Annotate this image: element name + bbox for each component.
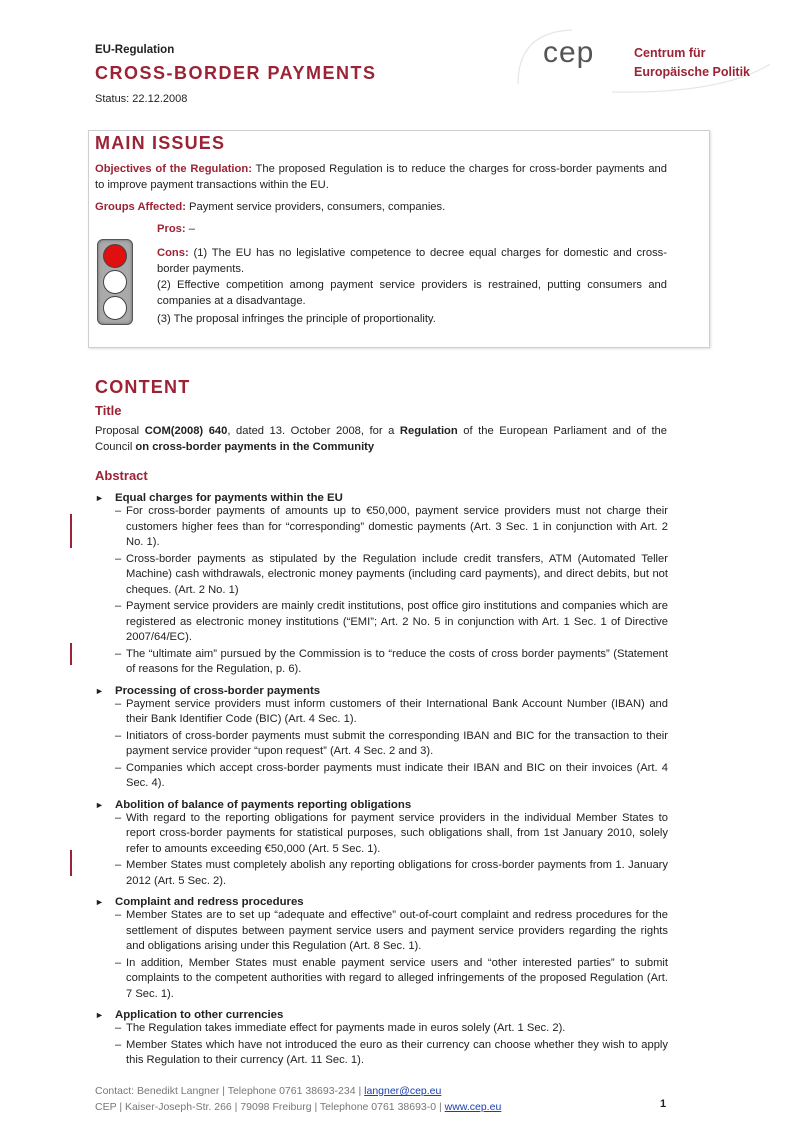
proposal-on: on cross-border payments in the Community <box>135 440 375 453</box>
pros-text: – <box>185 223 195 235</box>
groups-paragraph <box>95 200 667 216</box>
footer-email-link[interactable]: langner@cep.eu <box>364 1085 442 1097</box>
traffic-light-icon <box>97 239 133 325</box>
arrow-icon: ► <box>95 1010 104 1020</box>
section-heading <box>95 1009 668 1021</box>
section-heading-text: Abolition of balance of payments reporting obligations <box>115 798 412 811</box>
list-item-text: Member States are to set up “adequate and effective” out-of-court complaint and redress procedures for the settlement of disputes between payment service users and payment service providers regarding the rights and obligations arising under this Regulation (Art. 8 Sec. 1). <box>126 909 668 952</box>
pros-label: Pros: <box>157 223 186 235</box>
main-issues-title: MAIN ISSUES <box>95 133 226 153</box>
footer-contact <box>95 1083 501 1099</box>
change-bar <box>70 643 72 665</box>
list-item-text: Member States which have not introduced the euro as their currency can choose whether they wish to apply this Regulation to their currency (Art. 11 Sec. 1). <box>126 1038 668 1066</box>
list-item: – The Regulation takes immediate effect for payments made in euros solely (Art. 1 Sec. 2). <box>115 1022 566 1034</box>
section-heading <box>95 798 668 811</box>
section-heading <box>95 896 668 908</box>
groups-label: Groups Affected: <box>95 201 186 213</box>
list-item: – Member States which have not introduced the euro as their currency can choose whether they wish to apply this Regulation to their currency (Art. 11 Sec. 1). <box>115 1038 668 1066</box>
change-bar <box>70 514 72 548</box>
list-item-text: The “ultimate aim” pursued by the Commission is to “reduce the costs of cross border payments” (Statement of reasons for the Regulation, p. 6). <box>126 647 668 675</box>
section-heading-text: Complaint and redress procedures <box>115 896 304 908</box>
list-item-text: Member States must completely abolish any reporting obligations for cross-border payments from 1. January 2012 (Art. 5 Sec. 2). <box>126 859 668 887</box>
list-item: – In addition, Member States must enable payment service users and “other interested parties” to submit complaints to the competent authorities with regard to alleged infringements of the proposed Regulation (Art. 7 Sec. 1). <box>115 956 668 1000</box>
footer-web-link[interactable]: www.cep.eu <box>444 1101 502 1113</box>
abstract-section <box>95 1009 668 1069</box>
section-heading-text: Equal charges for payments within the EU <box>115 492 343 504</box>
list-item-text: Companies which accept cross-border payments must indicate their IBAN and BIC on their invoices (Art. 4 Sec. 4). <box>126 761 668 789</box>
list-item: – The “ultimate aim” pursued by the Commission is to “reduce the costs of cross border payments” (Statement of reasons for the Regulation, p. 6). <box>115 647 668 675</box>
list-item: – Companies which accept cross-border payments must indicate their IBAN and BIC on their invoices (Art. 4 Sec. 4). <box>115 761 668 789</box>
abstract-heading: Abstract <box>95 468 148 483</box>
doc-kicker: EU-Regulation <box>95 44 175 56</box>
arrow-icon: ► <box>95 897 104 907</box>
pros-paragraph <box>157 222 667 238</box>
list-item: – Payment service providers must inform customers of their International Bank Account Number (IBAN) and their Bank Identifier Code (BIC) (Art. 4 Sec. 1). <box>115 697 668 725</box>
change-bar <box>70 850 72 876</box>
list-item-text: Initiators of cross-border payments must submit the corresponding IBAN and BIC for the transaction to their payment service provider “upon request” (Art. 4 Sec. 2 and 3). <box>126 729 668 757</box>
list-item: – Payment service providers are mainly credit institutions, post office giro institutions and companies which are registered as electronic money institutions (“EMI”; Art. 2 No. 5 in conjunction with Art. 1 Sec. 1 of Directive 2007/64/EC). <box>115 600 668 643</box>
proposal-regulation: Regulation <box>399 425 458 437</box>
footer-address <box>95 1099 501 1115</box>
section-heading-text: Application to other currencies <box>115 1009 284 1021</box>
footer-contact-text: Contact: Benedikt Langner | Telephone 0761 38693-234 | <box>95 1085 365 1097</box>
list-item-text: Payment service providers must inform customers of their International Bank Account Number (IBAN) and their Bank Identifier Code (BIC) (Art. 4 Sec. 1). <box>126 697 668 725</box>
abstract-section <box>95 896 668 1002</box>
objectives-paragraph <box>95 162 667 193</box>
list-item-text: Cross-border payments as stipulated by the Regulation include credit transfers, ATM (Automated Teller Machine) cash withdrawals, electronic money payments (including card payments), and direct debits, but not cheques. (Art. 2 No. 1) <box>126 552 668 596</box>
proposal-text-b: , dated 13. October 2008, for a <box>227 425 400 437</box>
doc-status: Status: 22.12.2008 <box>95 93 188 105</box>
logo-name-line1: Centrum für <box>634 46 706 60</box>
logo-name-line2: Europäische Politik <box>634 65 751 79</box>
traffic-light-amber <box>103 270 127 294</box>
objectives-text: The proposed Regulation is to reduce the charges for cross-border payments and to improve payment transactions within the EU. <box>95 163 667 191</box>
traffic-light-red <box>103 244 127 268</box>
proposal-text-a: Proposal <box>95 425 145 437</box>
abstract-list <box>95 492 668 1070</box>
footer <box>95 1083 501 1115</box>
arrow-icon: ► <box>95 799 104 810</box>
list-item-text: With regard to the reporting obligations for payment service providers in the individual Member States to report cross-border payments for statistical purposes, such obligations shall, from 1st January 2010, solely refer to amounts exceeding €50,000 (Art. 5 Sec. 1). <box>126 811 668 855</box>
arrow-icon: ► <box>95 493 104 503</box>
abstract-section <box>95 492 668 678</box>
page-number: 1 <box>660 1098 667 1110</box>
doc-title: CROSS-BORDER PAYMENTS <box>95 63 377 83</box>
proposal-text-c: of the European Parliament and of the Council <box>95 425 667 453</box>
list-item-text: For cross-border payments of amounts up to €50,000, payment service providers must not charge their customers higher fees than for “corresponding” domestic payments (Art. 3 Sec. 1 in conjunction with Art. 2 No. 1). <box>126 505 668 548</box>
list-item: – Initiators of cross-border payments must submit the corresponding IBAN and BIC for the transaction to their payment service provider “upon request” (Art. 4 Sec. 2 and 3). <box>115 729 668 757</box>
cons-2-text: (2) Effective competition among payment service providers is restrained, putting consumers and companies at a disadvantage. <box>157 279 667 307</box>
abstract-section <box>95 684 668 792</box>
cons-paragraph <box>157 246 667 277</box>
section-heading <box>95 492 668 504</box>
cons-label: Cons: <box>157 247 189 259</box>
list-item-text: In addition, Member States must enable payment service users and “other interested parties” to submit complaints to the competent authorities with regard to alleged infringements of the proposed Regulation (Art. 7 Sec. 1). <box>126 956 668 1000</box>
list-item: – Member States must completely abolish any reporting obligations for cross-border payments from 1. January 2012 (Art. 5 Sec. 2). <box>115 859 668 887</box>
list-item: – For cross-border payments of amounts up to €50,000, payment service providers must not charge their customers higher fees than for “corresponding” domestic payments (Art. 3 Sec. 1 in conjunction with Art. 2 No. 1). <box>115 505 668 548</box>
list-item-text: The Regulation takes immediate effect for payments made in euros solely (Art. 1 Sec. 2). <box>126 1022 566 1034</box>
list-item: – Member States are to set up “adequate and effective” out-of-court complaint and redress procedures for the settlement of disputes between payment service users and payment service providers regarding the rights and obligations arising under this Regulation (Art. 8 Sec. 1). <box>115 909 668 952</box>
list-item: – Cross-border payments as stipulated by the Regulation include credit transfers, ATM (Automated Teller Machine) cash withdrawals, electronic money payments (including card payments), and direct debits, but not cheques. (Art. 2 No. 1) <box>115 552 668 596</box>
logo-mark: cep <box>543 36 595 69</box>
content-title: CONTENT <box>95 377 191 397</box>
traffic-light-green <box>103 296 127 320</box>
title-heading: Title <box>95 403 122 418</box>
logo-name <box>634 44 750 82</box>
list-item-text: Payment service providers are mainly credit institutions, post office giro institutions and companies which are registered as electronic money institutions (“EMI”; Art. 2 No. 5 in conjunction with Art. 1 Sec. 1 of Directive 2007/64/EC). <box>126 600 668 643</box>
list-item: – With regard to the reporting obligations for payment service providers in the individual Member States to report cross-border payments for statistical purposes, such obligations shall, from 1st January 2010, solely refer to amounts exceeding €50,000 (Art. 5 Sec. 1). <box>115 811 668 855</box>
section-heading <box>95 684 668 697</box>
cons-3-text: (3) The proposal infringes the principle of proportionality. <box>157 313 436 325</box>
groups-text: Payment service providers, consumers, companies. <box>185 201 446 213</box>
footer-address-text: CEP | Kaiser-Joseph-Str. 266 | 79098 Freiburg | Telephone 0761 38693-0 | <box>95 1101 445 1113</box>
cons-1-text: (1) The EU has no legislative competence to decree equal charges for domestic and cross-border payments. <box>157 247 667 275</box>
objectives-label: Objectives of the Regulation: <box>95 163 252 175</box>
proposal-paragraph <box>95 424 667 455</box>
section-heading-text: Processing of cross-border payments <box>115 684 321 697</box>
proposal-com: COM(2008) 640 <box>144 425 228 437</box>
arrow-icon: ► <box>95 685 104 696</box>
abstract-section <box>95 798 668 890</box>
